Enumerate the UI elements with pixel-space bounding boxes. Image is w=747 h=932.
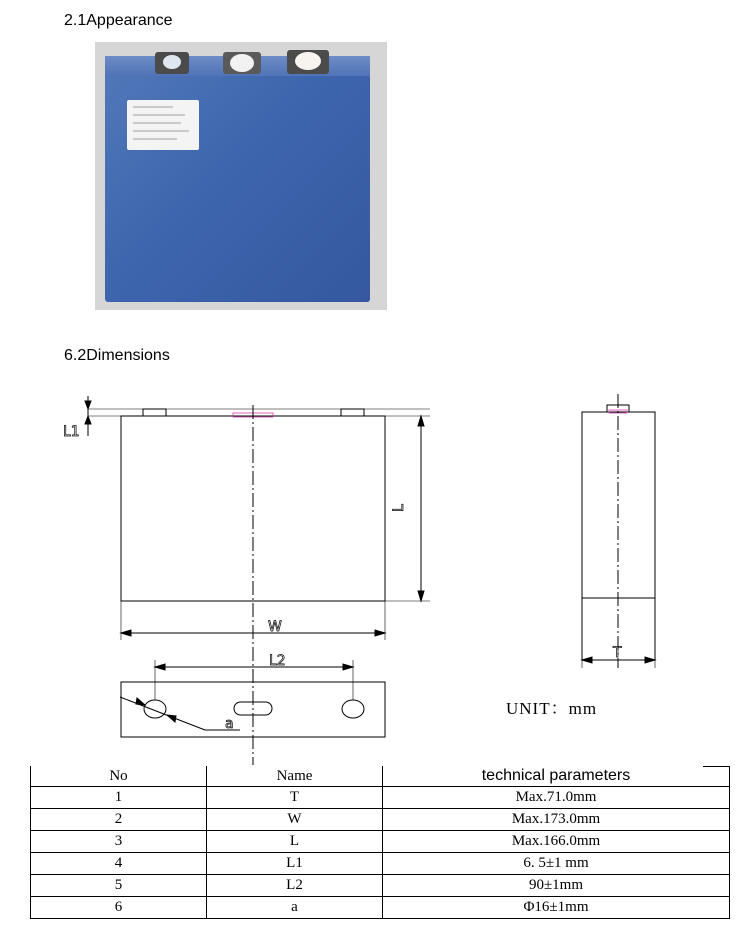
cell-parameter: 90±1mm: [383, 875, 730, 897]
label-l1: L1: [63, 424, 80, 440]
cell-name: L2: [207, 875, 383, 897]
table-row: [31, 831, 730, 853]
cell-name: a: [207, 897, 383, 919]
appearance-heading: 2.1Appearance: [64, 12, 173, 29]
cell-parameter: Max.166.0mm: [383, 831, 730, 853]
table-row: [31, 897, 730, 919]
label-a: a: [225, 716, 234, 732]
cell-no: 5: [31, 875, 207, 897]
dimension-drawing: [0, 380, 747, 765]
cell-name: L: [207, 831, 383, 853]
table-row: [31, 787, 730, 809]
label-l: L: [391, 504, 407, 512]
label-t: T: [613, 645, 622, 661]
front-view-terminal-right: [341, 409, 364, 416]
front-view-terminal-left: [143, 409, 166, 416]
top-view-hole-right: [342, 700, 364, 718]
positive-terminal: [287, 50, 329, 74]
cell-no: 4: [31, 853, 207, 875]
parameters-table: [30, 766, 730, 919]
cell-parameter: Max.173.0mm: [383, 809, 730, 831]
cell-label-sticker: [127, 100, 199, 150]
negative-terminal: [155, 52, 189, 74]
header-technical-parameters: technical parameters: [383, 766, 730, 787]
table-row: [31, 853, 730, 875]
cell-name: L1: [207, 853, 383, 875]
vent-cap: [223, 52, 261, 74]
header-no: No: [31, 766, 207, 787]
front-view-body: [121, 416, 385, 601]
table-row: [31, 809, 730, 831]
cell-parameter: 6. 5±1 mm: [383, 853, 730, 875]
top-view-hole-left: [144, 700, 166, 718]
label-w: W: [268, 619, 282, 635]
table-header-row: [31, 766, 730, 787]
unit-label: UNIT：mm: [506, 699, 598, 718]
table-row: [31, 875, 730, 897]
cell-parameter: Max.71.0mm: [383, 787, 730, 809]
dimensions-heading: 6.2Dimensions: [64, 347, 170, 364]
cell-name: T: [207, 787, 383, 809]
cell-name: W: [207, 809, 383, 831]
cell-no: 3: [31, 831, 207, 853]
label-l2: L2: [269, 653, 286, 669]
cell-no: 1: [31, 787, 207, 809]
header-name: Name: [207, 766, 383, 787]
battery-cell-photo: [95, 42, 387, 310]
cell-parameter: Φ16±1mm: [383, 897, 730, 919]
cell-no: 2: [31, 809, 207, 831]
cell-no: 6: [31, 897, 207, 919]
